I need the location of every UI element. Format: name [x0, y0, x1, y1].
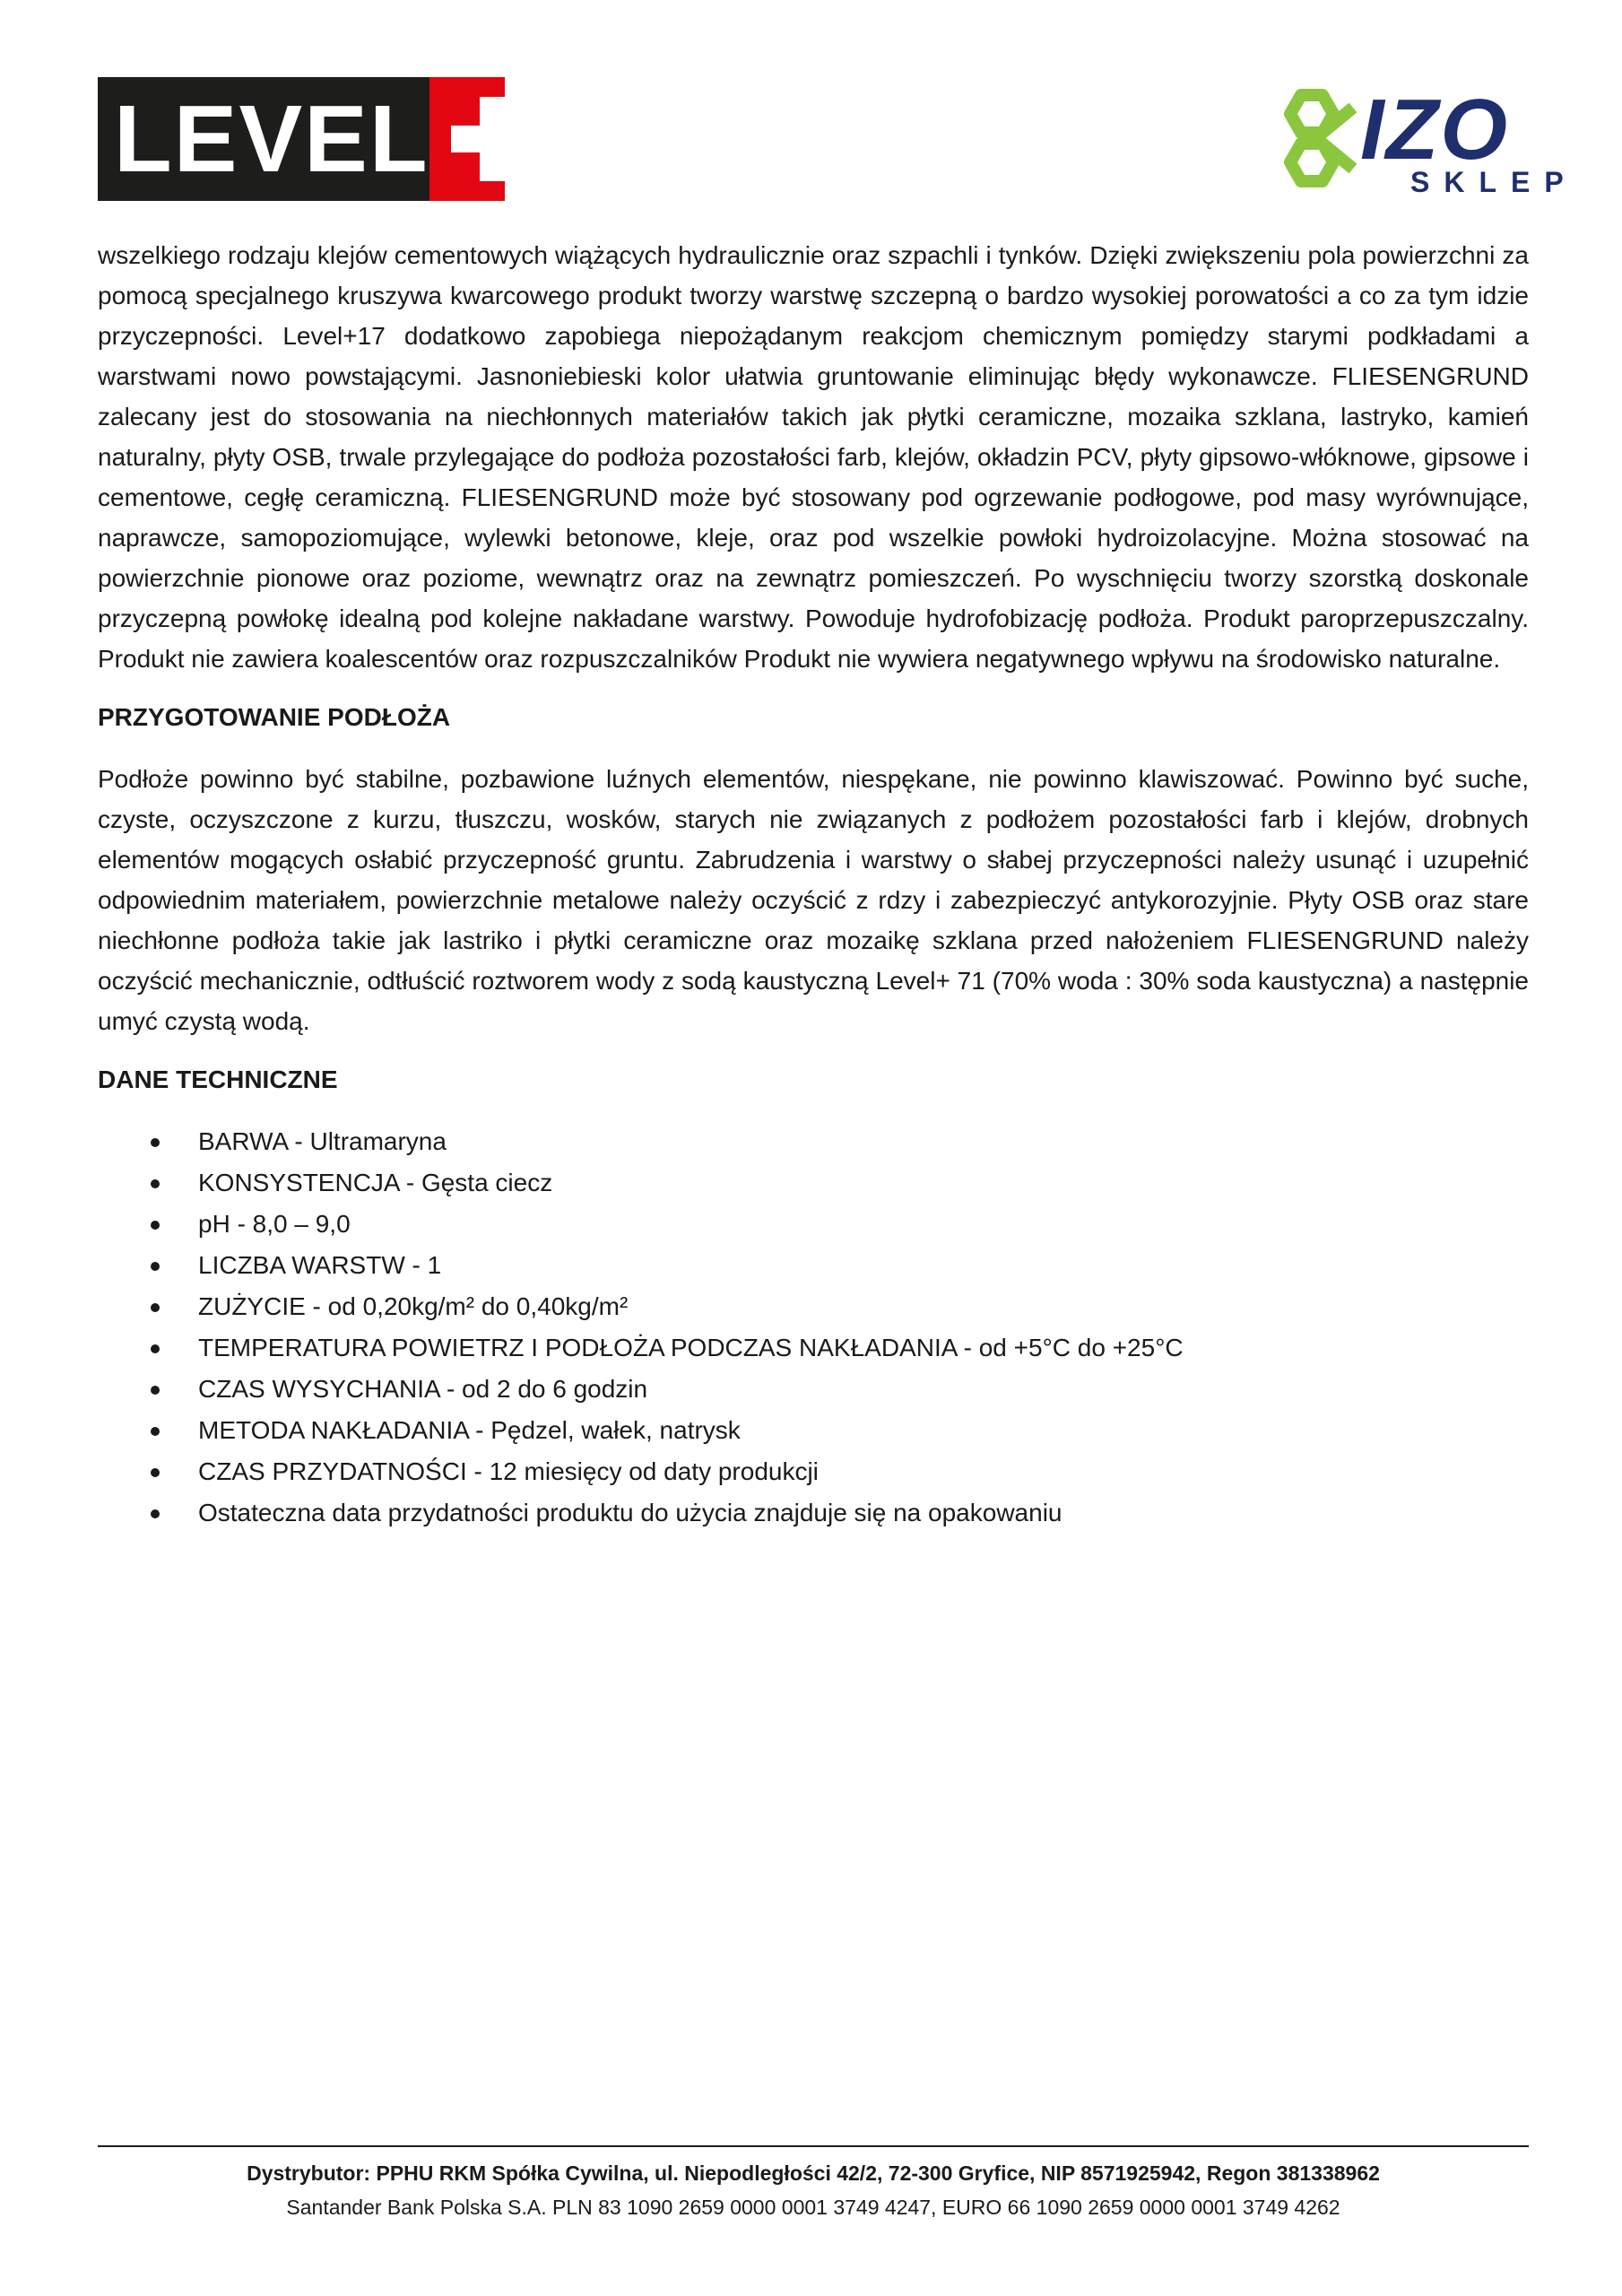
list-item: pH - 8,0 – 9,0 — [98, 1204, 1529, 1245]
list-item: TEMPERATURA POWIETRZ I PODŁOŻA PODCZAS NAKŁADANIA - od +5°C do +25°C — [98, 1327, 1529, 1369]
izo-logo-text: IZO — [1360, 82, 1509, 178]
list-item: CZAS WYSYCHANIA - od 2 do 6 godzin — [98, 1369, 1529, 1410]
list-item: LICZBA WARSTW - 1 — [98, 1245, 1529, 1286]
section-heading-technical-data: DANE TECHNICZNE — [98, 1065, 338, 1093]
document-body — [98, 235, 1529, 1534]
list-item: ZUŻYCIE - od 0,20kg/m² do 0,40kg/m² — [98, 1286, 1529, 1327]
section-heading-preparation: PRZYGOTOWANIE PODŁOŻA — [98, 703, 451, 731]
sklep-logo-text: SKLEP — [1410, 166, 1578, 198]
plus-icon — [429, 77, 505, 201]
footer — [98, 2156, 1529, 2224]
list-item: METODA NAKŁADANIA - Pędzel, wałek, natrysk — [98, 1410, 1529, 1451]
intro-paragraph: wszelkiego rodzaju klejów cementowych wiążących hydraulicznie oraz szpachli i tynków. Dzięki zwiększeniu pola powierzchni za pomocą specjalnego kruszywa kwarcowego produkt tworzy warstwę szczepną o bardzo wysokiej porowatości a co za tym idzie przyczepności. Level+17 dodatkowo zapobiega niepożądanym reakcjom chemicznym pomiędzy starymi podkładami a warstwami nowo powstającymi. Jasnoniebieski kolor ułatwia gruntowanie eliminując błędy wykonawcze. FLIESENGRUND zalecany jest do stosowania na niechłonnych materiałów takich jak płytki ceramiczne, mozaika szklana, lastryko, kamień naturalny, płyty OSB, trwale przylegające do podłoża pozostałości farb, klejów, okładzin PCV, płyty gipsowo-włóknowe, gipsowe i cementowe, cegłę ceramiczną. FLIESENGRUND może być stosowany pod ogrzewanie podłogowe, pod masy wyrównujące, naprawcze, samopoziomujące, wylewki betonowe, kleje, oraz pod wszelkie powłoki hydroizolacyjne. Można stosować na powierzchnie pionowe oraz poziome, wewnątrz oraz na zewnątrz pomieszczeń. Po wyschnięciu tworzy szorstką doskonale przyczepną powłokę idealną pod kolejne nakładane warstwy. Powoduje hydrofobizację podłoża. Produkt paroprzepuszczalny. Produkt nie zawiera koalescentów oraz rozpuszczalników Produkt nie wywiera negatywnego wpływu na środowisko naturalne. — [98, 241, 1529, 673]
footer-divider — [98, 2145, 1529, 2147]
footer-distributor-line: Dystrybutor: PPHU RKM Spółka Cywilna, ul. Niepodległości 42/2, 72-300 Gryfice, NIP 8571925942, Regon 381338962 — [247, 2161, 1380, 2185]
footer-bank-line: Santander Bank Polska S.A. PLN 83 1090 2659 0000 0001 3749 4247, EURO 66 1090 2659 0000 0001 3749 4262 — [286, 2196, 1340, 2219]
level-logo-text: LEVEL — [98, 77, 429, 201]
list-item: CZAS PRZYDATNOŚCI - 12 miesięcy od daty produkcji — [98, 1451, 1529, 1492]
list-item: BARWA - Ultramaryna — [98, 1121, 1529, 1162]
level-plus-logo — [98, 77, 505, 201]
preparation-paragraph: Podłoże powinno być stabilne, pozbawione luźnych elementów, niespękane, nie powinno klawiszować. Powinno być suche, czyste, oczyszczone z kurzu, tłuszczu, wosków, starych nie związanych z podłożem pozostałości farb i klejów, drobnych elementów mogących osłabić przyczepność gruntu. Zabrudzenia i warstwy o słabej przyczepności należy usunąć i uzupełnić odpowiednim materiałem, powierzchnie metalowe należy oczyścić z rdzy i zabezpieczyć antykorozyjnie. Płyty OSB oraz stare niechłonne podłoża takie jak lastriko i płytki ceramiczne oraz mozaikę szklana przed nałożeniem FLIESENGRUND należy oczyścić mechanicznie, odtłuścić roztworem wody z sodą kaustyczną Level+ 71 (70% woda : 30% soda kaustyczna) a następnie umyć czystą wodą. — [98, 765, 1529, 1035]
list-item: KONSYSTENCJA - Gęsta ciecz — [98, 1162, 1529, 1204]
izo-sklep-logo — [1267, 82, 1578, 198]
hexagon-molecule-icon — [1267, 86, 1375, 194]
technical-data-list — [98, 1121, 1529, 1534]
list-item: Ostateczna data przydatności produktu do użycia znajduje się na opakowaniu — [98, 1492, 1529, 1534]
